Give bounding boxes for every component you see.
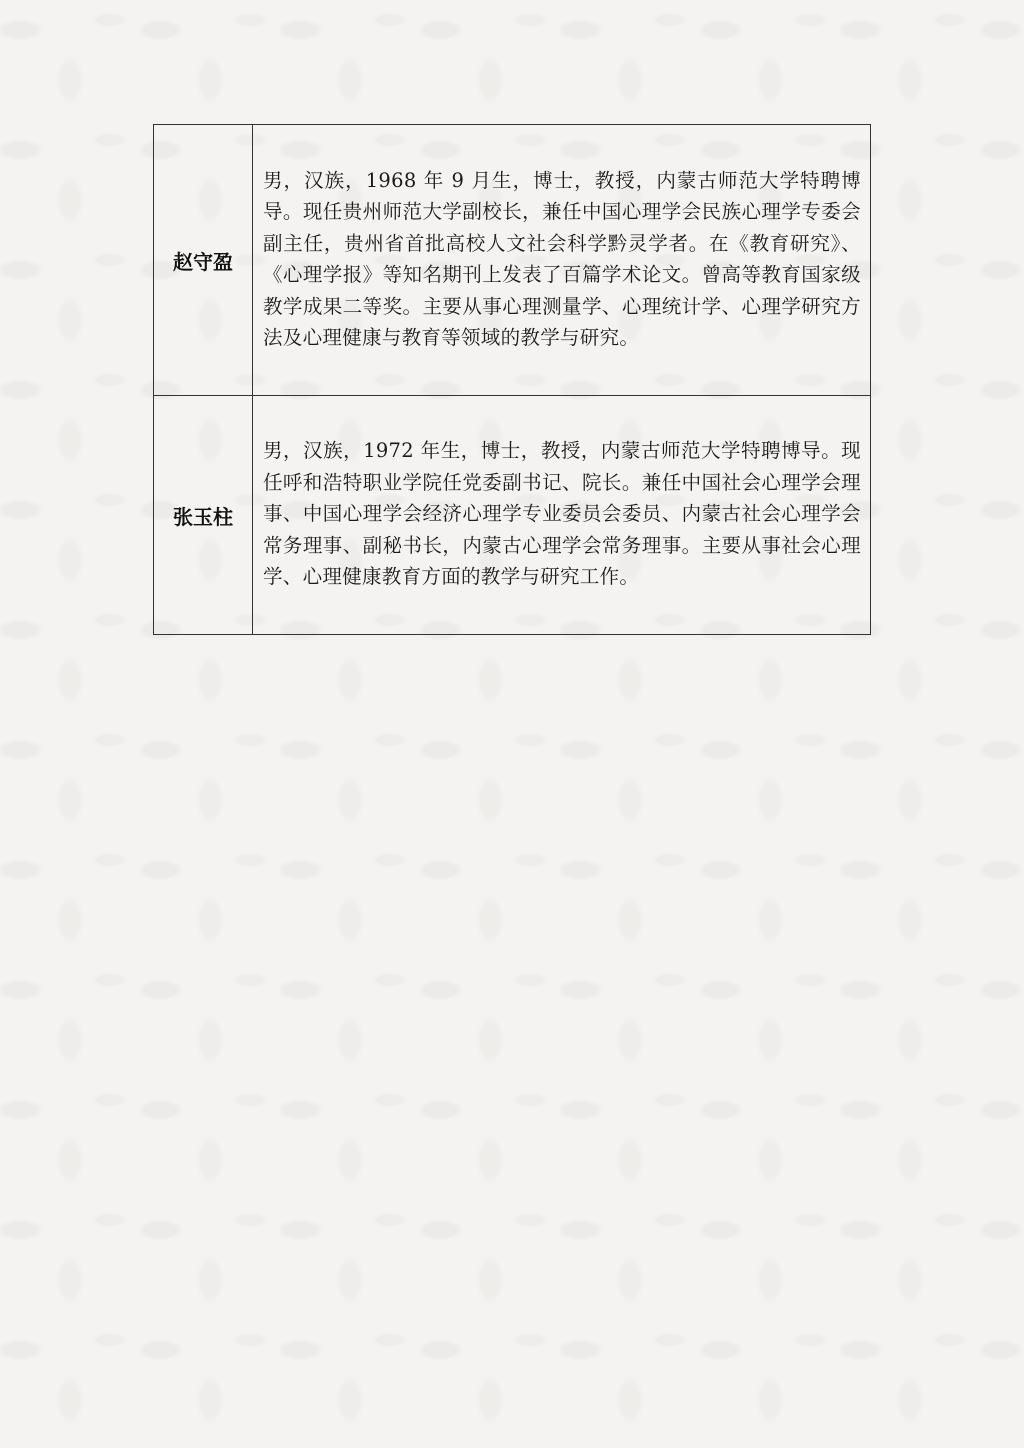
person-bio: 男，汉族，1972 年生，博士，教授，内蒙古师范大学特聘博导。现任呼和浩特职业学院任党委副书记、院长。兼任中国社会心理学会理事、中国心理学会经济心理学专业委员会委员、内蒙古社会心理学会常务理事、副秘书长，内蒙古心理学会常务理事。主要从事社会心理学、心理健康教育方面的教学与研究工作。	[253, 396, 871, 635]
table-row	[154, 125, 871, 396]
person-bio: 男，汉族，1968 年 9 月生，博士，教授，内蒙古师范大学特聘博导。现任贵州师范大学副校长，兼任中国心理学会民族心理学专委会副主任，贵州省首批高校人文社会科学黔灵学者。在《教育研究》、《心理学报》等知名期刊上发表了百篇学术论文。曾高等教育国家级教学成果二等奖。主要从事心理测量学、心理统计学、心理学研究方法及心理健康与教育等领域的教学与研究。	[253, 125, 871, 396]
table-row	[154, 396, 871, 635]
person-name: 张玉柱	[154, 396, 253, 635]
bio-table	[153, 124, 871, 635]
person-name: 赵守盈	[154, 125, 253, 396]
